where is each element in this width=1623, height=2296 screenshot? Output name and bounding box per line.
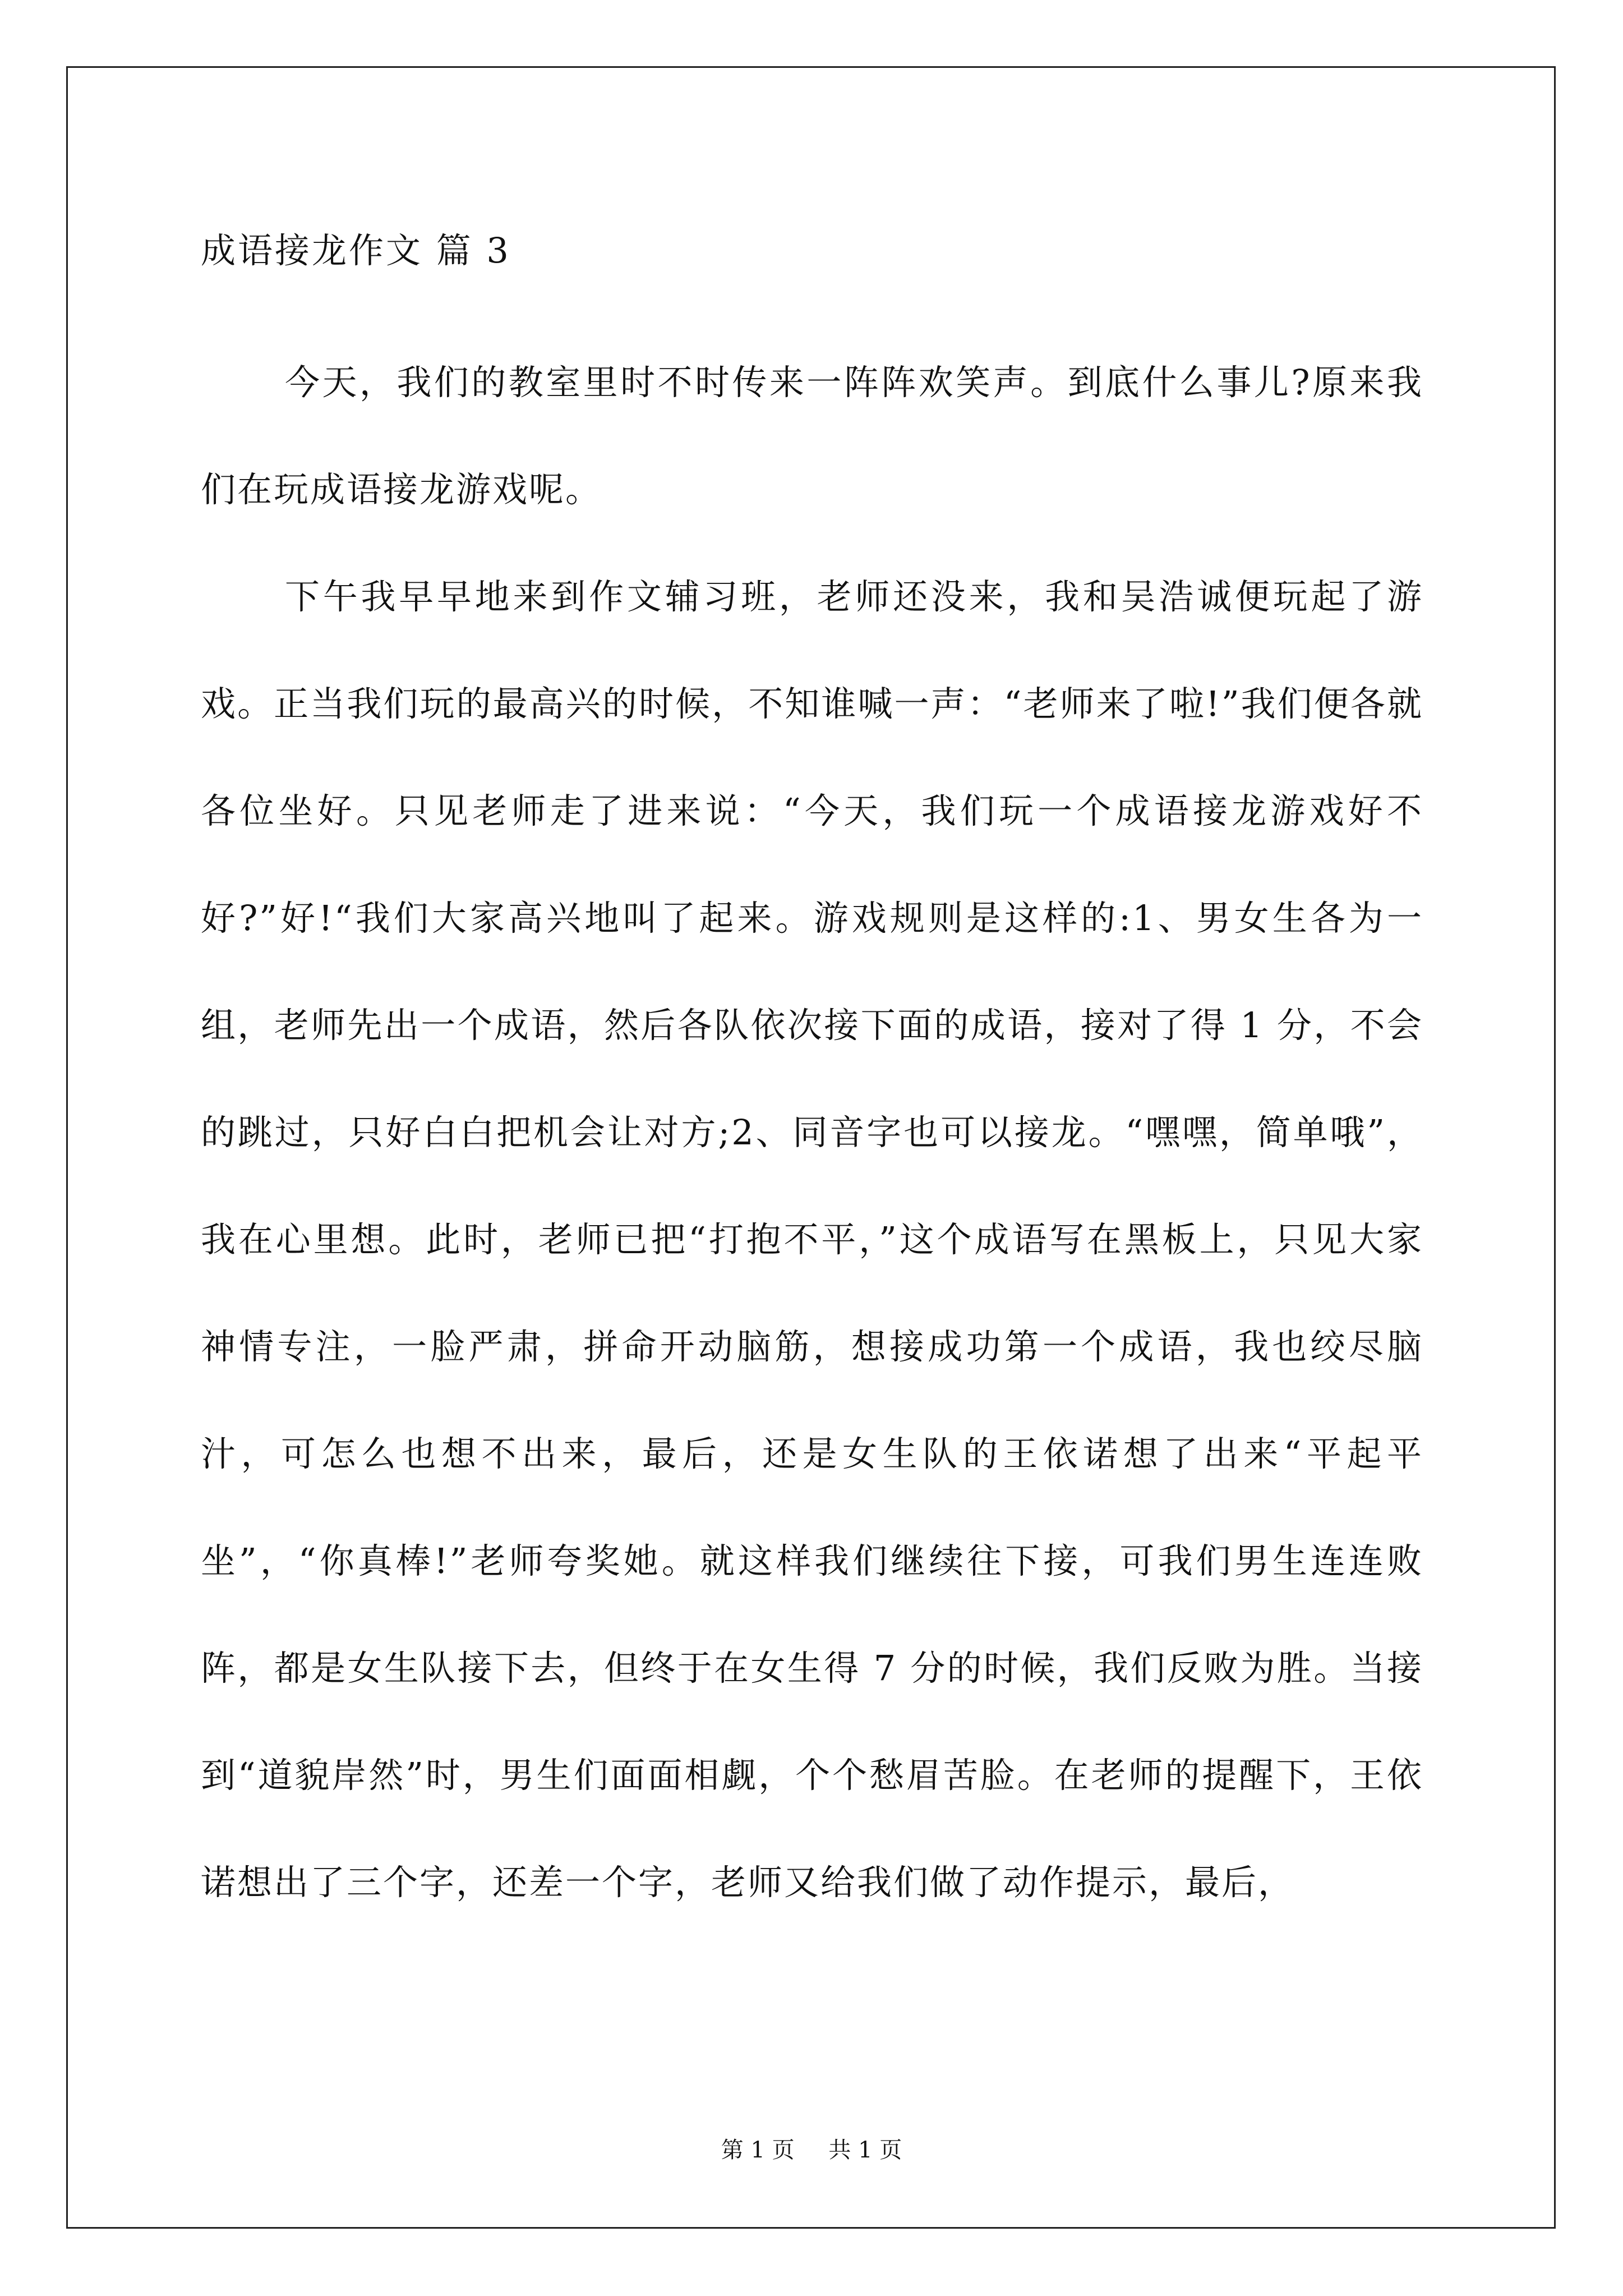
paragraph-2: 下午我早早地来到作文辅习班，老师还没来，我和吴浩诚便玩起了游戏。正当我们玩的最高兴的时候，不知谁喊一声：“老师来了啦!”我们便各就各位坐好。只见老师走了进来说：“今天，我们玩一个成语接龙游戏好不好?”好!“我们大家高兴地叫了起来。游戏规则是这样的:1、男女生各为一组，老师先出一个成语，然后各队依次接下面的成语，接对了得 1 分，不会的跳过，只好白白把机会让对方;2、同音字也可以接龙。“嘿嘿，简单哦”，我在心里想。此时，老师已把“打抱不平，”这个成语写在黑板上，只见大家神情专注，一脸严肃，拼命开动脑筋，想接成功第一个成语，我也绞尽脑汁，可怎么也想不出来，最后，还是女生队的王依诺想了出来“平起平坐”，“你真棒!”老师夸奖她。就这样我们继续往下接，可我们男生连连败阵，都是女生队接下去，但终于在女生得 7 分的时候，我们反败为胜。当接到“道貌岸然”时，男生们面面相觑，个个愁眉苦脸。在老师的提醒下，王依诺想出了三个字，还差一个字，老师又给我们做了动作提示，最后， [201,576,1423,1903]
page-number: 第 1 页 [721,2137,795,2163]
document-body [201,329,1423,1936]
document-title: 成语接龙作文 篇 3 [201,230,511,271]
page-total: 共 1 页 [828,2137,902,2163]
paragraph-1: 今天，我们的教室里时不时传来一阵阵欢笑声。到底什么事儿?原来我们在玩成语接龙游戏呢。 [201,362,1423,510]
page-footer [0,2136,1623,2164]
